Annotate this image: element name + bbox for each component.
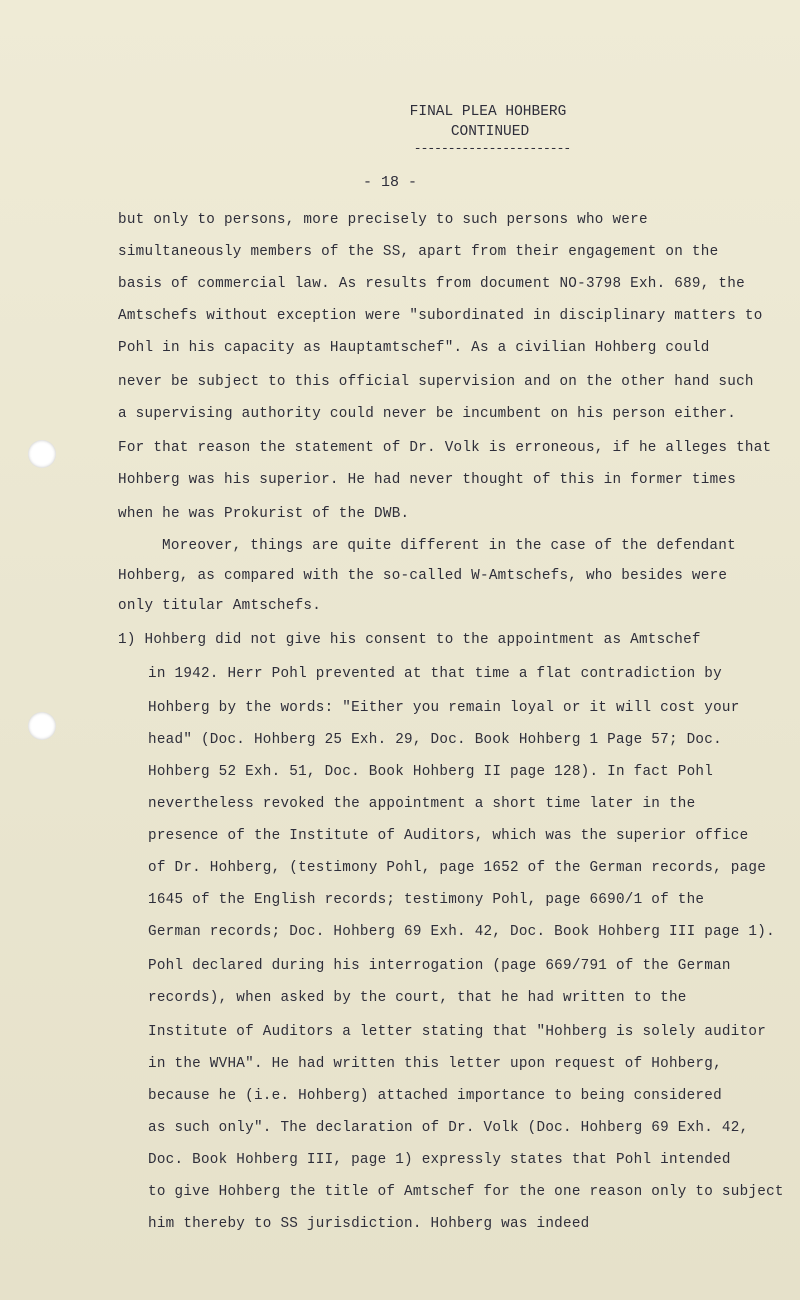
text-line: in 1942. Herr Pohl prevented at that time a flat contradiction by: [148, 666, 722, 682]
page-number: - 18 -: [362, 174, 417, 191]
text-line: 1645 of the English records; testimony Pohl, page 6690/1 of the: [148, 892, 705, 908]
text-line: Doc. Book Hohberg III, page 1) expressly states that Pohl intended: [148, 1152, 731, 1168]
text-line: head" (Doc. Hohberg 25 Exh. 29, Doc. Book Hohberg 1 Page 57; Doc.: [148, 732, 722, 748]
text-line: Pohl declared during his interrogation (page 669/791 of the German: [148, 958, 731, 974]
document-subtitle: CONTINUED: [450, 124, 530, 140]
document-title: FINAL PLEA HOHBERG: [409, 104, 567, 120]
punch-hole: [28, 440, 56, 468]
text-line: simultaneously members of the SS, apart from their engagement on the: [118, 244, 719, 260]
text-line: when he was Prokurist of the DWB.: [118, 506, 410, 522]
text-line: presence of the Institute of Auditors, which was the superior office: [148, 828, 749, 844]
text-line: Institute of Auditors a letter stating that "Hohberg is solely auditor: [148, 1024, 767, 1040]
text-line: Hohberg by the words: "Either you remain loyal or it will cost your: [148, 700, 740, 716]
text-line: only titular Amtschefs.: [118, 598, 322, 614]
text-line: German records; Doc. Hohberg 69 Exh. 42, Doc. Book Hohberg III page 1).: [148, 924, 775, 940]
text-line: in the WVHA". He had written this letter upon request of Hohberg,: [148, 1056, 722, 1072]
text-line: basis of commercial law. As results from document NO-3798 Exh. 689, the: [118, 276, 745, 292]
text-line: but only to persons, more precisely to such persons who were: [118, 212, 648, 228]
text-line: a supervising authority could never be incumbent on his person either.: [118, 406, 737, 422]
text-line: Hohberg was his superior. He had never thought of this in former times: [118, 472, 737, 488]
text-line: Hohberg 52 Exh. 51, Doc. Book Hohberg II page 128). In fact Pohl: [148, 764, 714, 780]
text-line: nevertheless revoked the appointment a short time later in the: [148, 796, 696, 812]
punch-hole: [28, 712, 56, 740]
text-line: Amtschefs without exception were "subordinated in disciplinary matters to: [118, 308, 763, 324]
text-line: Pohl in his capacity as Hauptamtschef". As a civilian Hohberg could: [118, 340, 710, 356]
text-line: Moreover, things are quite different in the case of the defendant: [162, 538, 736, 554]
text-line: of Dr. Hohberg, (testimony Pohl, page 1652 of the German records, page: [148, 860, 767, 876]
text-line: For that reason the statement of Dr. Volk is erroneous, if he alleges that: [118, 440, 772, 456]
text-line: him thereby to SS jurisdiction. Hohberg was indeed: [148, 1216, 590, 1232]
text-line: records), when asked by the court, that he had written to the: [148, 990, 687, 1006]
text-line: as such only". The declaration of Dr. Volk (Doc. Hohberg 69 Exh. 42,: [148, 1120, 749, 1136]
text-line: 1) Hohberg did not give his consent to the appointment as Amtschef: [118, 632, 701, 648]
title-underline: -----------------------: [413, 141, 571, 156]
text-line: because he (i.e. Hohberg) attached importance to being considered: [148, 1088, 722, 1104]
text-line: never be subject to this official supervision and on the other hand such: [118, 374, 754, 390]
text-line: Hohberg, as compared with the so-called W-Amtschefs, who besides were: [118, 568, 728, 584]
text-line: to give Hohberg the title of Amtschef for the one reason only to subject: [148, 1184, 784, 1200]
